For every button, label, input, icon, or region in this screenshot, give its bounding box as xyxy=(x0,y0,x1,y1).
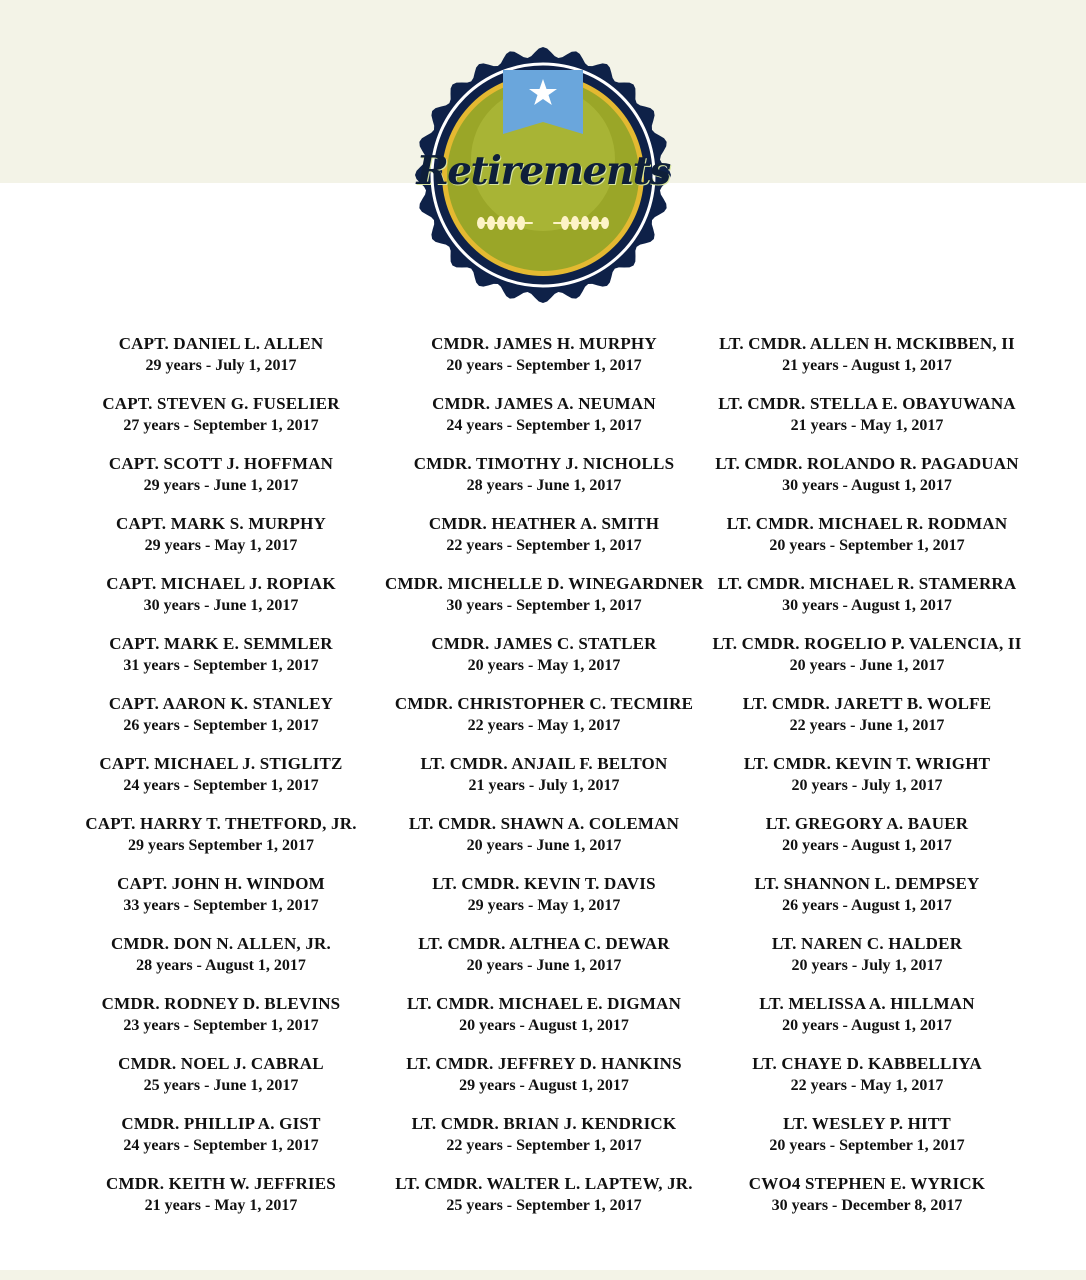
retiree-name: CAPT. MICHAEL J. ROPIAK xyxy=(106,574,336,593)
retiree-service-detail: 28 years - August 1, 2017 xyxy=(136,957,306,974)
retiree-name: CAPT. DANIEL L. ALLEN xyxy=(118,334,324,353)
retiree-name: LT. CMDR. ROLANDO R. PAGADUAN xyxy=(715,454,1019,473)
retiree-service-detail: 22 years - June 1, 2017 xyxy=(789,717,945,734)
retiree-entry xyxy=(708,813,1026,873)
retiree-service-detail: 26 years - August 1, 2017 xyxy=(782,897,952,914)
retirees-list xyxy=(62,333,1026,1233)
retiree-service-detail: 23 years - September 1, 2017 xyxy=(123,1017,319,1034)
retiree-entry xyxy=(62,993,380,1053)
retiree-entry xyxy=(62,753,380,813)
retiree-entry xyxy=(62,633,380,693)
retiree-service-detail: 20 years - September 1, 2017 xyxy=(769,537,965,554)
retiree-entry xyxy=(708,1173,1026,1233)
retiree-name: LT. CMDR. BRIAN J. KENDRICK xyxy=(411,1114,677,1133)
retiree-name: CMDR. KEITH W. JEFFRIES xyxy=(106,1174,336,1193)
retiree-entry xyxy=(708,693,1026,753)
retiree-name: CAPT. HARRY T. THETFORD, JR. xyxy=(85,814,357,833)
retiree-service-detail: 22 years - September 1, 2017 xyxy=(446,537,642,554)
retiree-entry xyxy=(62,513,380,573)
retiree-entry xyxy=(62,873,380,933)
retiree-service-detail: 20 years - June 1, 2017 xyxy=(789,657,945,674)
retiree-entry xyxy=(708,1113,1026,1173)
retiree-entry xyxy=(62,393,380,453)
retiree-service-detail: 30 years - August 1, 2017 xyxy=(782,477,952,494)
retiree-entry xyxy=(385,753,703,813)
retiree-name: LT. CMDR. JARETT B. WOLFE xyxy=(742,694,992,713)
retiree-service-detail: 21 years - July 1, 2017 xyxy=(468,777,620,794)
retiree-entry xyxy=(708,873,1026,933)
retiree-service-detail: 30 years - June 1, 2017 xyxy=(143,597,299,614)
retiree-service-detail: 21 years - August 1, 2017 xyxy=(782,357,952,374)
retiree-entry xyxy=(708,993,1026,1053)
retiree-name: CMDR. NOEL J. CABRAL xyxy=(118,1054,324,1073)
retiree-entry xyxy=(385,1053,703,1113)
retiree-service-detail: 21 years - May 1, 2017 xyxy=(144,1197,298,1214)
retiree-name: LT. MELISSA A. HILLMAN xyxy=(759,994,975,1013)
retiree-entry xyxy=(62,1113,380,1173)
retiree-service-detail: 31 years - September 1, 2017 xyxy=(123,657,319,674)
badge-title: Retirements xyxy=(416,148,670,194)
retiree-service-detail: 30 years - September 1, 2017 xyxy=(446,597,642,614)
retiree-entry xyxy=(385,1173,703,1233)
retiree-entry xyxy=(62,693,380,753)
retiree-name: CAPT. AARON K. STANLEY xyxy=(108,694,334,713)
retiree-name: CMDR. JAMES C. STATLER xyxy=(431,634,657,653)
retiree-entry xyxy=(385,633,703,693)
retiree-name: LT. CMDR. KEVIN T. DAVIS xyxy=(432,874,656,893)
retiree-service-detail: 20 years - May 1, 2017 xyxy=(467,657,621,674)
retiree-service-detail: 33 years - September 1, 2017 xyxy=(123,897,319,914)
retirees-column xyxy=(62,333,380,1233)
retiree-service-detail: 22 years - September 1, 2017 xyxy=(446,1137,642,1154)
retiree-name: CAPT. MARK E. SEMMLER xyxy=(109,634,333,653)
retiree-entry xyxy=(385,813,703,873)
retiree-entry xyxy=(385,933,703,993)
retiree-name: LT. CMDR. SHAWN A. COLEMAN xyxy=(408,814,680,833)
retiree-name: LT. CMDR. MICHAEL R. RODMAN xyxy=(726,514,1008,533)
retiree-name: CAPT. SCOTT J. HOFFMAN xyxy=(108,454,334,473)
retiree-service-detail: 29 years - May 1, 2017 xyxy=(144,537,298,554)
retiree-name: CMDR. MICHELLE D. WINEGARDNER xyxy=(385,574,704,593)
retiree-entry xyxy=(708,633,1026,693)
retiree-service-detail: 20 years - June 1, 2017 xyxy=(466,957,622,974)
retiree-service-detail: 26 years - September 1, 2017 xyxy=(123,717,319,734)
retirements-badge xyxy=(415,44,671,306)
retiree-service-detail: 30 years - August 1, 2017 xyxy=(782,597,952,614)
retiree-name: CAPT. MARK S. MURPHY xyxy=(115,514,327,533)
retiree-entry xyxy=(385,873,703,933)
retiree-entry xyxy=(708,333,1026,393)
retiree-service-detail: 20 years - July 1, 2017 xyxy=(791,957,943,974)
retiree-entry xyxy=(385,573,703,633)
retiree-name: CMDR. JAMES A. NEUMAN xyxy=(432,394,656,413)
retiree-service-detail: 29 years September 1, 2017 xyxy=(128,837,314,854)
retiree-service-detail: 20 years - July 1, 2017 xyxy=(791,777,943,794)
retiree-service-detail: 29 years - August 1, 2017 xyxy=(459,1077,629,1094)
retiree-entry xyxy=(385,993,703,1053)
retiree-service-detail: 21 years - May 1, 2017 xyxy=(790,417,944,434)
retiree-name: CWO4 STEPHEN E. WYRICK xyxy=(748,1174,986,1193)
retiree-name: LT. GREGORY A. BAUER xyxy=(765,814,969,833)
retiree-name: LT. CMDR. STELLA E. OBAYUWANA xyxy=(718,394,1016,413)
retiree-name: CAPT. STEVEN G. FUSELIER xyxy=(102,394,340,413)
retiree-service-detail: 29 years - June 1, 2017 xyxy=(143,477,299,494)
footer-band xyxy=(0,1270,1086,1280)
retiree-name: LT. CHAYE D. KABBELLIYA xyxy=(752,1054,982,1073)
retiree-entry xyxy=(385,513,703,573)
retiree-name: LT. CMDR. JEFFREY D. HANKINS xyxy=(406,1054,682,1073)
retiree-service-detail: 27 years - September 1, 2017 xyxy=(123,417,319,434)
retiree-entry xyxy=(708,933,1026,993)
retiree-entry xyxy=(385,1113,703,1173)
retiree-entry xyxy=(708,453,1026,513)
retiree-service-detail: 20 years - June 1, 2017 xyxy=(466,837,622,854)
retiree-service-detail: 29 years - May 1, 2017 xyxy=(467,897,621,914)
retiree-name: CMDR. DON N. ALLEN, JR. xyxy=(111,934,331,953)
retiree-entry xyxy=(62,1053,380,1113)
retiree-entry xyxy=(708,393,1026,453)
retiree-entry xyxy=(708,573,1026,633)
retiree-entry xyxy=(385,693,703,753)
retiree-name: LT. CMDR. MICHAEL E. DIGMAN xyxy=(406,994,682,1013)
retiree-service-detail: 29 years - July 1, 2017 xyxy=(145,357,297,374)
retirees-column xyxy=(708,333,1026,1233)
retiree-service-detail: 24 years - September 1, 2017 xyxy=(123,777,319,794)
retiree-service-detail: 22 years - May 1, 2017 xyxy=(467,717,621,734)
retiree-name: LT. CMDR. WALTER L. LAPTEW, JR. xyxy=(395,1174,693,1193)
retiree-name: CMDR. TIMOTHY J. NICHOLLS xyxy=(413,454,675,473)
retiree-service-detail: 28 years - June 1, 2017 xyxy=(466,477,622,494)
retiree-name: LT. CMDR. ALLEN H. MCKIBBEN, II xyxy=(719,334,1015,353)
retiree-name: LT. NAREN C. HALDER xyxy=(771,934,963,953)
retiree-entry xyxy=(62,933,380,993)
retiree-service-detail: 20 years - September 1, 2017 xyxy=(769,1137,965,1154)
retiree-name: LT. CMDR. KEVIN T. WRIGHT xyxy=(743,754,991,773)
retiree-name: CMDR. CHRISTOPHER C. TECMIRE xyxy=(394,694,694,713)
retiree-name: LT. CMDR. ANJAIL F. BELTON xyxy=(420,754,668,773)
retiree-name: CAPT. JOHN H. WINDOM xyxy=(117,874,325,893)
retiree-entry xyxy=(385,333,703,393)
retiree-entry xyxy=(708,1053,1026,1113)
retiree-service-detail: 20 years - August 1, 2017 xyxy=(459,1017,629,1034)
retiree-service-detail: 20 years - August 1, 2017 xyxy=(782,837,952,854)
retiree-service-detail: 25 years - June 1, 2017 xyxy=(143,1077,299,1094)
retiree-name: CMDR. RODNEY D. BLEVINS xyxy=(101,994,341,1013)
retiree-name: CMDR. JAMES H. MURPHY xyxy=(431,334,657,353)
retiree-entry xyxy=(62,453,380,513)
retiree-name: LT. CMDR. ALTHEA C. DEWAR xyxy=(418,934,670,953)
retiree-name: LT. CMDR. ROGELIO P. VALENCIA, II xyxy=(712,634,1022,653)
retiree-name: CAPT. MICHAEL J. STIGLITZ xyxy=(99,754,343,773)
retiree-entry xyxy=(385,393,703,453)
retiree-service-detail: 22 years - May 1, 2017 xyxy=(790,1077,944,1094)
retiree-service-detail: 25 years - September 1, 2017 xyxy=(446,1197,642,1214)
retiree-name: LT. SHANNON L. DEMPSEY xyxy=(754,874,980,893)
retiree-entry xyxy=(62,573,380,633)
retiree-service-detail: 24 years - September 1, 2017 xyxy=(446,417,642,434)
retiree-entry xyxy=(385,453,703,513)
retiree-service-detail: 20 years - September 1, 2017 xyxy=(446,357,642,374)
retiree-service-detail: 20 years - August 1, 2017 xyxy=(782,1017,952,1034)
retiree-name: LT. CMDR. MICHAEL R. STAMERRA xyxy=(717,574,1017,593)
retiree-entry xyxy=(708,513,1026,573)
retiree-service-detail: 30 years - December 8, 2017 xyxy=(771,1197,963,1214)
retiree-name: LT. WESLEY P. HITT xyxy=(783,1114,951,1133)
retiree-name: CMDR. PHILLIP A. GIST xyxy=(121,1114,321,1133)
retiree-entry xyxy=(62,1173,380,1233)
retiree-entry xyxy=(62,333,380,393)
retiree-name: CMDR. HEATHER A. SMITH xyxy=(428,514,660,533)
retiree-entry xyxy=(62,813,380,873)
retiree-service-detail: 24 years - September 1, 2017 xyxy=(123,1137,319,1154)
retiree-entry xyxy=(708,753,1026,813)
retirees-column xyxy=(385,333,703,1233)
